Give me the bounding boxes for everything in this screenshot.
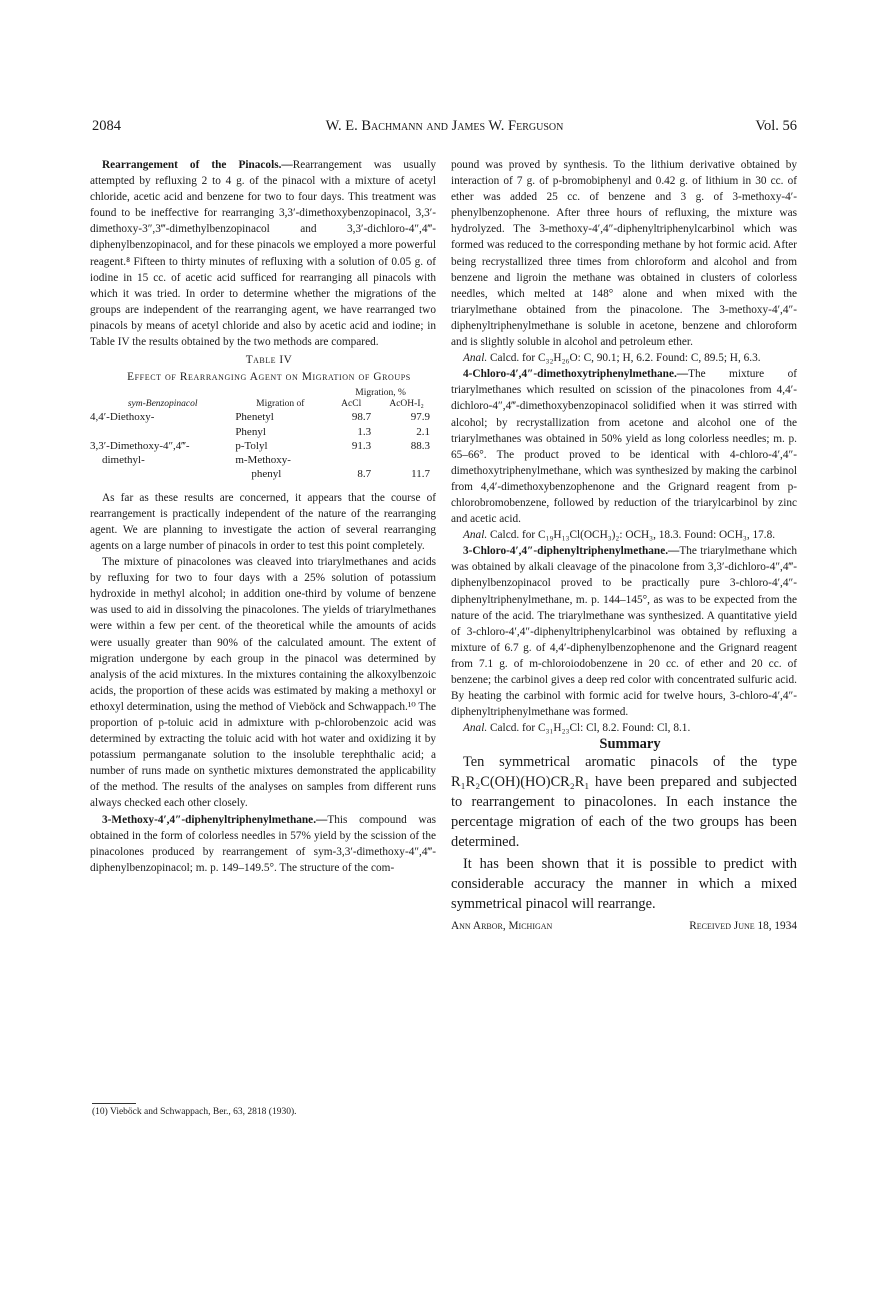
- running-header: [92, 118, 797, 138]
- footnote: (10) Vieböck and Schwappach, Ber., 63, 2818 (1930).: [92, 1107, 297, 1117]
- received-date: Received June 18, 1934: [689, 920, 797, 933]
- table-cell: m-Methoxy-: [235, 454, 291, 467]
- summary-heading: Summary: [599, 736, 661, 753]
- footnote-rule: [92, 1103, 136, 1104]
- running-authors: W. E. Bachmann and James W. Ferguson: [325, 118, 564, 134]
- paragraph-chloro-diphenyl: [451, 543, 797, 720]
- signature-line: [451, 918, 797, 934]
- paragraph-text: The triarylmethane which was obtained by alkali cleavage of the pinacolone from 3,3′-dichloro-4″,4‴-diphenylbenzopinacol proved to be practically pure 3-chloro-4′,4″-diphenyltriphenylmethane, m. p. 144–145°, as was to be expected from the nature of the acid. The triarylmethane was synthesized. A quantitative yield of 3-chloro-4′,4″-diphenyltriphenylcarbinol was obtained by refluxing a mixture of 6.7 g. of 4,4′-diphenylbenzophenone and the Grignard reagent from 7.1 g. of m-chloroiodobenzene in 20 cc. of ether and 20 cc. of benzene; the carbinol gives a deep red color with concentrated sulfuric acid. By heating the carbinol with formic acid for twelve hours, 3-chloro-4′,4″-diphenyltriphenylmethane was formed.: [451, 545, 797, 719]
- table-cell: p-Tolyl: [235, 439, 268, 452]
- analysis-text: Calcd. for C₃₂H₂₆O: C, 90.1; H, 6.2. Found: C, 89.5; H, 6.3.: [490, 352, 761, 365]
- table-header-row: [90, 388, 436, 399]
- table-cell: Phenyl: [235, 425, 266, 438]
- table-cell: [90, 467, 235, 481]
- table-cell: phenyl: [251, 468, 282, 481]
- table-row: [90, 410, 436, 424]
- table-row: [90, 467, 436, 481]
- paragraph-text: This compound was obtained in the form of colorless needles in 57% yield by the scission of the pinacolones produced by rearrangement of sym-3,3′-dimethoxy-4″,4‴-diphenylbenzopinacol; m. p. 149–149.5°. The structure of the com-: [90, 813, 436, 874]
- table-cell: 91.3: [351, 439, 372, 452]
- page-number: 2084: [92, 118, 121, 134]
- analysis-label: Anal.: [463, 352, 488, 365]
- summary-paragraph: Ten symmetrical aromatic pinacols of the type R₁R₂C(OH)(HO)CR₂R₁ have been prepared and subjected to rearrangement to pinacolones. In each instance the percentage migration of each of the two groups has been determined.: [451, 754, 797, 851]
- table-header-pinacol: sym-Benzopinacol: [127, 399, 198, 410]
- section-heading: Rearrangement of the Pinacols.—: [102, 159, 293, 171]
- paragraph-chloro-dimethoxy: [451, 366, 797, 527]
- section-heading: 4-Chloro-4′,4″-dimethoxytriphenylmethane.—: [463, 368, 689, 381]
- analysis-line: [451, 350, 797, 366]
- section-heading: 3-Chloro-4′,4″-diphenyltriphenylmethane.—: [463, 545, 680, 558]
- analysis-text: Calcd. for C₁₉H₁₃Cl(OCH₃)₂: OCH₃, 18.3. Found: OCH₃, 17.8.: [490, 529, 776, 542]
- table-row: [90, 425, 436, 439]
- table-header-accl: AcCl: [341, 399, 362, 410]
- table-header-row: [90, 399, 436, 410]
- table-row: [90, 453, 436, 467]
- analysis-label: Anal.: [463, 722, 488, 735]
- section-heading: 3-Methoxy-4′,4″-diphenyltriphenylmethane.—: [102, 813, 328, 826]
- paragraph-methoxy: [90, 812, 436, 876]
- paragraph-rearrangement: [90, 157, 436, 350]
- paragraph-text: The mixture of triarylmethanes which resulted on scission of the pinacolones from 4,4′-dichloro-4″,4‴-dimethoxybenzopinacol solidified when it was stirred with alcohol; by recrystallization from acetone and alcohol one of the triarylmethanes was obtained in 50% yield as long colorless needles; m. p. 65–66°. The product proved to be identical with 4-chloro-4′,4″-dimethoxytriphenylmethane, which was synthesized by making the carbinol from 4,4′-dimethoxybenzophenone and the Grignard reagent from p-chlorobromobenzene, followed by reduction of the triarylcarbinol by zinc and acetic acid.: [451, 368, 797, 526]
- table-cell: 2.1: [416, 425, 430, 438]
- right-column: [451, 157, 797, 935]
- table-title: Effect of Rearranging Agent on Migration of Groups: [127, 371, 411, 384]
- table-caption: Table IV: [245, 354, 293, 367]
- volume-label: Vol. 56: [755, 118, 797, 134]
- table-cell: 88.3: [410, 439, 430, 452]
- table-group-header: Migration, %: [355, 388, 406, 399]
- table-cell: 8.7: [357, 468, 372, 481]
- summary-paragraph: It has been shown that it is possible to predict with considerable accuracy the manner in which a mixed symmetrical pinacol will rearrange.: [451, 856, 797, 913]
- paragraph-results: As far as these results are concerned, it appears that the course of rearrangement is practically independent of the nature of the rearranging agent. We are planning to investigate the action of several rearranging agents on a large number of pinacols in order to test this point completely.: [90, 491, 436, 552]
- table-cell: 11.7: [411, 468, 430, 481]
- analysis-text: Calcd. for C₃₁H₂₃Cl: Cl, 8.2. Found: Cl, 8.1.: [490, 722, 691, 735]
- table-cell: 4,4′-Diethoxy-: [90, 411, 155, 424]
- table-header-acoh: AcOH-I₂: [389, 399, 424, 410]
- table-cell: 1.3: [357, 425, 372, 438]
- table-cell: Phenetyl: [235, 411, 274, 424]
- left-column: [90, 157, 436, 876]
- table-cell: 3,3′-Dimethoxy-4″,4‴-: [90, 439, 190, 452]
- table-cell: [325, 453, 377, 467]
- table-cell: [377, 453, 436, 467]
- analysis-line: [451, 720, 797, 736]
- location: Ann Arbor, Michigan: [451, 920, 553, 933]
- analysis-label: Anal.: [463, 529, 488, 542]
- data-table: [90, 388, 436, 481]
- table-row: [90, 439, 436, 453]
- table-cell: 97.9: [410, 411, 430, 424]
- paragraph-cleavage: The mixture of pinacolones was cleaved into triarylmethanes and acids by refluxing for two to four days with a 25% solution of potassium hydroxide in methyl alcohol; in addition one-third by volume of benzene was used to aid in dissolving the pinacolones. The yields of triarylmethanes were within a few per cent. of the theoretical while the amounts of acids were usually greater than 90% of the calculated amount. The extent of migration undergone by each group in the pinacol was determined by analysis of the acid mixtures. In the mixtures containing the alkoxylbenzoic acids, the proportion of these acids was estimated by making a methoxyl or ethoxyl determination, using the method of Vieböck and Schwappach.¹⁰ The proportion of p-toluic acid in admixture with p-chlorobenzoic acid was determined by extracting the toluic acid with hot water and oxidizing it by potassium permanganate solution to the insoluble terephthalic acid; a number of runs made on synthetic mixtures demonstrated the applicability of the method. The results of the analyses on samples from different runs always checked each other closely.: [90, 556, 436, 810]
- paragraph-synthesis: pound was proved by synthesis. To the lithium derivative obtained by interaction of 7 g. of p-bromobiphenyl and 0.42 g. of lithium in 30 cc. of ether was added 25 cc. of benzene and 3 g. of 3-methoxy-4′-phenylbenzophenone. After three hours of refluxing, the mixture was hydrolyzed. The 3-methoxy-4′,4″-diphenyltriphenylcarbinol which was formed was reduced to the corresponding methane by hot formic acid. After being recrystallized three times from chloroform and alcohol and from benzene and ligroin the methane was obtained in clusters of colorless needles, which melted at 148° alone and when mixed with the triarylmethane obtained from the pinacolone. The 3-methoxy-4′,4″-diphenyltriphenylmethane is soluble in acetone, benzene and chloroform and is slightly soluble in alcohol and petroleum ether.: [451, 159, 797, 349]
- analysis-line: [451, 527, 797, 543]
- table-cell: [90, 425, 235, 439]
- paragraph-text: Rearrangement was usually attempted by refluxing 2 to 4 g. of the pinacol with a mixture of acetyl chloride, acetic acid and benzene for two to four days. This treatment was found to be ineffective for rearranging 3,3′-dimethoxybenzopinacol, 3,3′-dimethoxy-3″,3‴-dimethylbenzopinacol and 3,3′-dichloro-4″,4‴-diphenylbenzopinacol, and for these pinacols we employed a more powerful reagent.⁸ Fifteen to thirty minutes of refluxing with a solution of 0.05 g. of iodine in 15 cc. of acetic acid sufficed for rearranging all pinacols with which it was tried. In order to determine whether the migrations of the groups are independent of the rearranging agent, we have rearranged two pinacols by means of acetyl chloride and also by acetic acid and iodine; in Table IV the results obtained by the two methods are compared.: [90, 159, 436, 349]
- table-header-migration: Migration of: [256, 399, 305, 410]
- table-cell: dimethyl-: [102, 454, 145, 467]
- table-cell: 98.7: [351, 411, 372, 424]
